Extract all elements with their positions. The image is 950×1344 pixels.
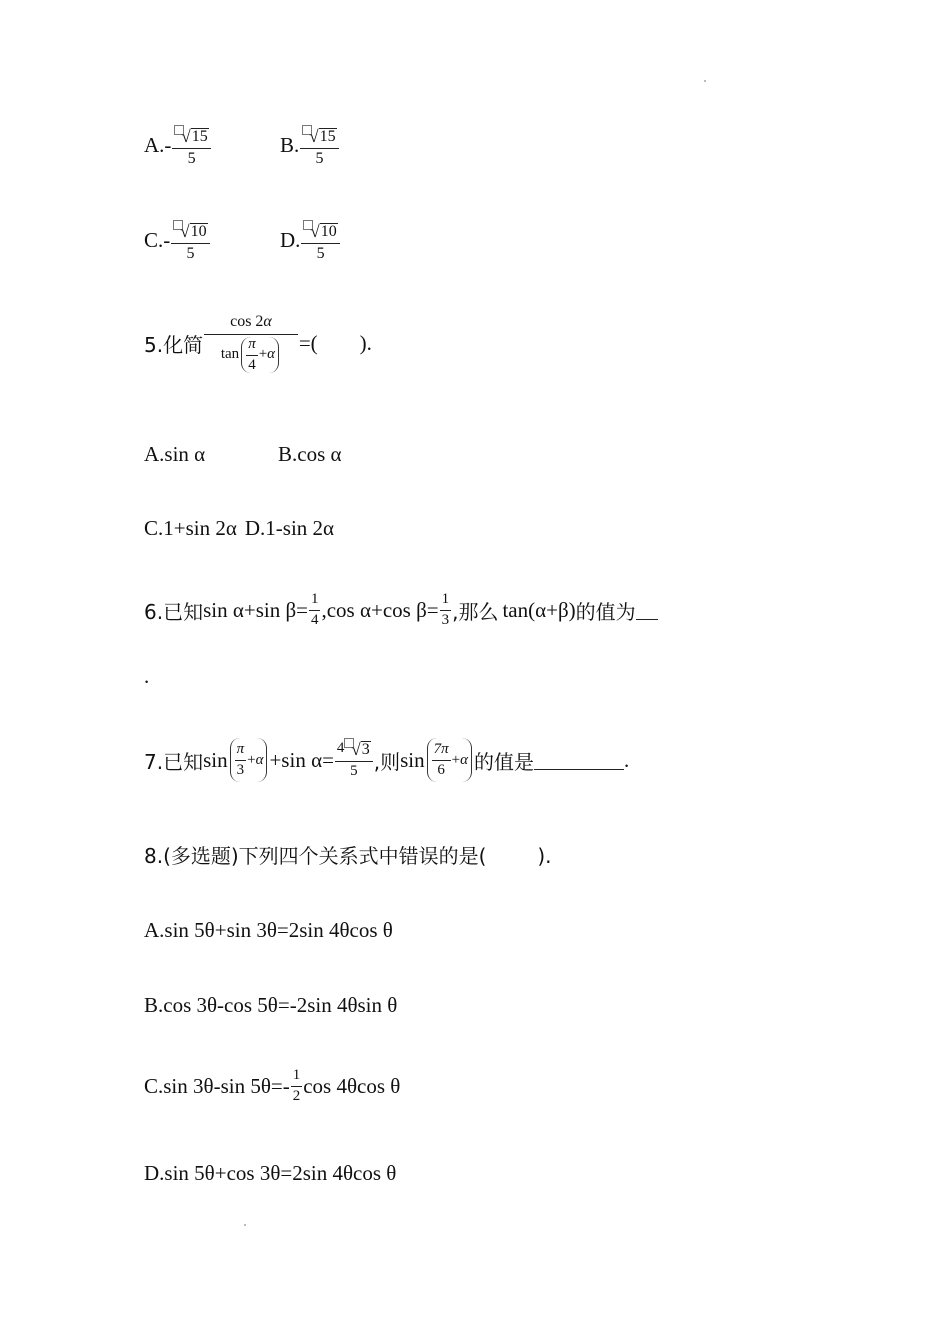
q4-c-fraction: √ 10 5 (171, 218, 209, 263)
q8-option-c: C.sin 3θ-sin 5θ=- $\frac{1}{2}$ cos 4θcos θ (144, 1067, 401, 1104)
q4-option-row-cd (144, 218, 341, 263)
scan-dot (704, 80, 706, 82)
q4-option-b: B. √ 15 5 (280, 123, 340, 168)
q7-answer-blank[interactable] (534, 751, 624, 770)
q5-options-cd: C.1+sin 2α D.1-sin 2α (144, 516, 335, 540)
q4-d-fraction: √ 10 5 (301, 218, 339, 263)
q5-fraction: cos 2α tan $\frac{\pi}{4}$ + α (204, 314, 298, 373)
q8-option-b: B.cos 3θ-cos 5θ=-2sin 4θsin θ (144, 993, 398, 1017)
q7-fraction: 4 √ 3 5 (335, 741, 373, 780)
question-8: 8.(多选题)下列四个关系式中错误的是( ). (144, 844, 552, 868)
question-6: 6.已知 sin α+sin β= $\frac{1}{4}$ ,cos α+cos β= $\frac{1}{3}$ ,那么 tan(α+β) 的值为 (144, 592, 658, 629)
scan-dot (244, 1224, 246, 1226)
q4-option-d: D. √ 10 5 (280, 218, 341, 263)
q4-option-a: A. - √ 15 5 (144, 123, 280, 168)
q4-option-row-ab (144, 123, 340, 168)
q7-paren-2: $\frac{7\pi}{6}$ + α (427, 738, 472, 782)
question-5: 5.化简 cos 2α tan $\frac{\pi}{4}$ + α =( ). (144, 313, 372, 373)
q6-fraction-2: $\frac{1}{3}$ (441, 591, 450, 628)
q6-continuation: . (144, 664, 150, 688)
q7-paren-1: $\frac{\pi}{3}$ + α (230, 738, 268, 782)
q4-option-c: C. - √ 10 5 (144, 218, 280, 263)
q4-a-fraction: √ 15 5 (172, 123, 210, 168)
q4-b-fraction: √ 15 5 (300, 123, 338, 168)
q8-option-a: A.sin 5θ+sin 3θ=2sin 4θcos θ (144, 918, 393, 942)
q8-c-fraction: $\frac{1}{2}$ (292, 1067, 301, 1104)
q6-fraction-1: $\frac{1}{4}$ (310, 591, 319, 628)
question-7: 7.已知 sin $\frac{\pi}{3}$ + α +sin α= 4 √ 3 5 ,则 sin $\frac{7\pi}{6}$ + α 的值是 . (144, 738, 629, 782)
q5-paren: $\frac{\pi}{4}$ + α (241, 337, 279, 374)
q5-options-ab: A.sin α B.cos α (144, 442, 342, 466)
q6-answer-blank[interactable] (636, 601, 658, 620)
q8-option-d: D.sin 5θ+cos 3θ=2sin 4θcos θ (144, 1161, 397, 1185)
